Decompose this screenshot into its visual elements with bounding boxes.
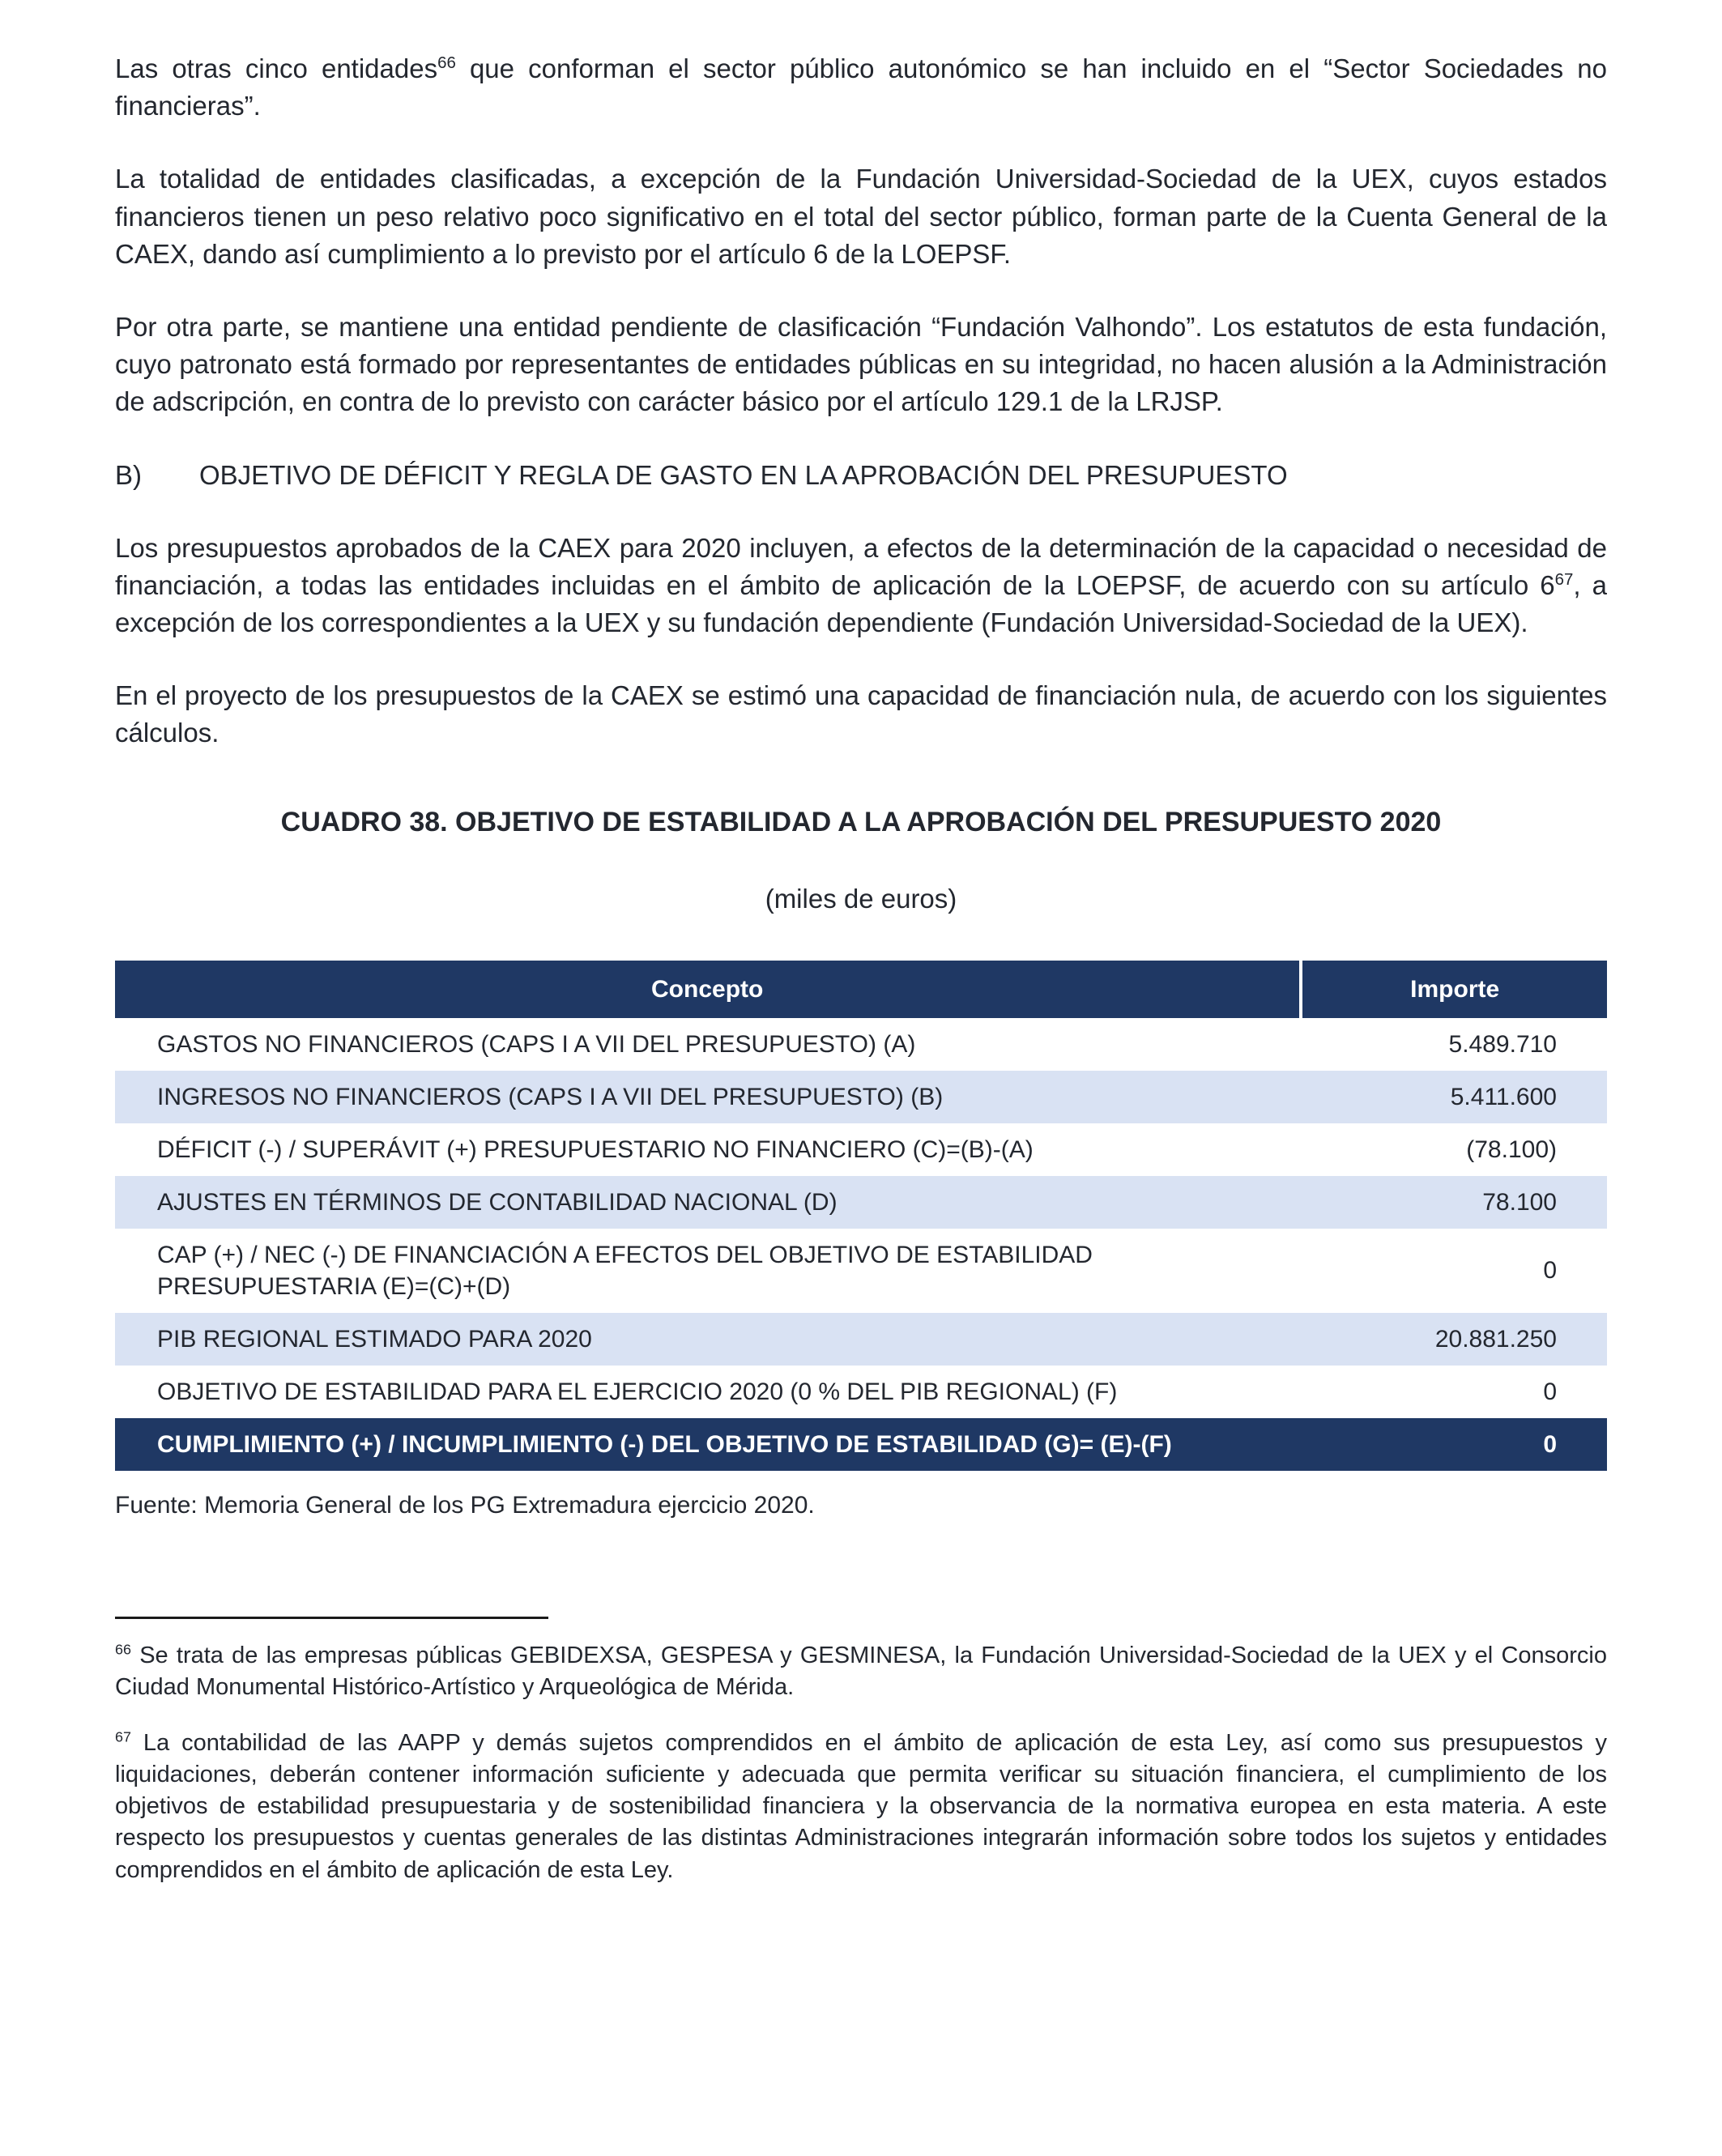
cell-importe: 0 [1301,1366,1607,1418]
section-heading-label: B) [115,459,142,490]
paragraph-1-text: Las otras cinco entidades [115,53,438,83]
cell-concepto: AJUSTES EN TÉRMINOS DE CONTABILIDAD NACIONAL (D) [115,1176,1301,1229]
table-subtitle: (miles de euros) [765,883,957,914]
paragraph-3: Por otra parte, se mantiene una entidad pendiente de clasificación “Fundación Valhondo”. Los estatutos de esta fundación, cuyo patronato está formado por representantes de entidades públicas en su integridad, no hacen alusión a la Administración de adscripción, en contra de lo previsto con carácter básico por el artículo 129.1 de la LRJSP. [115,311,1607,417]
table-row [115,1071,1607,1123]
paragraph-5: En el proyecto de los presupuestos de la CAEX se estimó una capacidad de financiación nula, de acuerdo con los siguientes cálculos. [115,680,1607,748]
paragraph-4-text-after-ref: , a excepción de los correspondientes a la UEX y su fundación dependiente (Fundación Universidad-Sociedad de la UEX). [115,569,1607,638]
cell-importe: 78.100 [1301,1176,1607,1229]
cell-concepto: CAP (+) / NEC (-) DE FINANCIACIÓN A EFECTOS DEL OBJETIVO DE ESTABILIDAD PRESUPUESTARIA (E)=(C)+(D) [115,1229,1301,1313]
cell-importe-total: 0 [1301,1418,1607,1471]
cell-importe: (78.100) [1301,1123,1607,1176]
footnote-ref-66: 66 [437,53,456,72]
cell-concepto: PIB REGIONAL ESTIMADO PARA 2020 [115,1313,1301,1366]
footnote-67-text: La contabilidad de las AAPP y demás sujetos comprendidos en el ámbito de aplicación de esta Ley, así como sus presupuestos y liquidaciones, deberán contener información suficiente y adecuada que permita verificar su situación financiera, el cumplimiento de los objetivos de estabilidad presupuestaria y de sostenibilidad financiera y la observancia de la normativa europea en esta materia. A este respecto los presupuestos y cuentas generales de las distintas Administraciones integrarán información sobre todos los sujetos y entidades comprendidos en el ámbito de aplicación de esta Ley. [115,1729,1607,1883]
table-row [115,1123,1607,1176]
cell-importe: 5.489.710 [1301,1018,1607,1071]
footnote-66 [115,1640,1607,1703]
paragraph-4-text: Los presupuestos aprobados de la CAEX para 2020 incluyen, a efectos de la determinación de la capacidad o necesidad de financiación, a todas las entidades incluidas en el ámbito de aplicación de la LOEPSF, de acuerdo con su artículo 6 [115,532,1607,600]
cell-importe: 5.411.600 [1301,1071,1607,1123]
footnote-separator [115,1617,548,1619]
stability-objective-table [115,961,1607,1471]
paragraph-1 [115,50,1607,125]
column-header-importe: Importe [1301,961,1607,1018]
table-row [115,1018,1607,1071]
cell-importe: 20.881.250 [1301,1313,1607,1366]
table-row [115,1366,1607,1418]
table-row [115,1229,1607,1313]
section-heading-title: OBJETIVO DE DÉFICIT Y REGLA DE GASTO EN LA APROBACIÓN DEL PRESUPUESTO [199,459,1288,490]
footnote-67 [115,1728,1607,1886]
footnotes-section [115,1617,1607,1886]
footnote-ref-67: 67 [1554,569,1574,589]
table-row [115,1176,1607,1229]
cell-importe: 0 [1301,1229,1607,1313]
paragraph-4 [115,530,1607,642]
paragraph-1-text-after-ref: que conforman el sector público autonómico se han incluido en el “Sector Sociedades no financieras”. [115,53,1607,121]
column-header-concepto: Concepto [115,961,1301,1018]
table-row [115,1313,1607,1366]
table-source-note: Fuente: Memoria General de los PG Extremadura ejercicio 2020. [115,1491,815,1519]
section-heading-b [115,457,1607,494]
table-title: CUADRO 38. OBJETIVO DE ESTABILIDAD A LA APROBACIÓN DEL PRESUPUESTO 2020 [280,806,1442,837]
footnote-66-number: 66 [115,1641,131,1658]
table-total-row [115,1418,1607,1471]
cell-concepto: OBJETIVO DE ESTABILIDAD PARA EL EJERCICIO 2020 (0 % DEL PIB REGIONAL) (F) [115,1366,1301,1418]
paragraph-2: La totalidad de entidades clasificadas, a excepción de la Fundación Universidad-Sociedad de la UEX, cuyos estados financieros tienen un peso relativo poco significativo en el total del sector público, forman parte de la Cuenta General de la CAEX, dando así cumplimiento a lo previsto por el artículo 6 de la LOEPSF. [115,164,1607,269]
cell-concepto: GASTOS NO FINANCIEROS (CAPS I A VII DEL PRESUPUESTO) (A) [115,1018,1301,1071]
table-header-row [115,961,1607,1018]
footnote-67-number: 67 [115,1728,131,1745]
cell-concepto: INGRESOS NO FINANCIEROS (CAPS I A VII DEL PRESUPUESTO) (B) [115,1071,1301,1123]
cell-concepto: DÉFICIT (-) / SUPERÁVIT (+) PRESUPUESTARIO NO FINANCIERO (C)=(B)-(A) [115,1123,1301,1176]
footnote-66-text: Se trata de las empresas públicas GEBIDEXSA, GESPESA y GESMINESA, la Fundación Universidad-Sociedad de la UEX y el Consorcio Ciudad Monumental Histórico-Artístico y Arqueológica de Mérida. [115,1642,1607,1700]
cell-concepto-total: CUMPLIMIENTO (+) / INCUMPLIMIENTO (-) DEL OBJETIVO DE ESTABILIDAD (G)= (E)-(F) [115,1418,1301,1471]
